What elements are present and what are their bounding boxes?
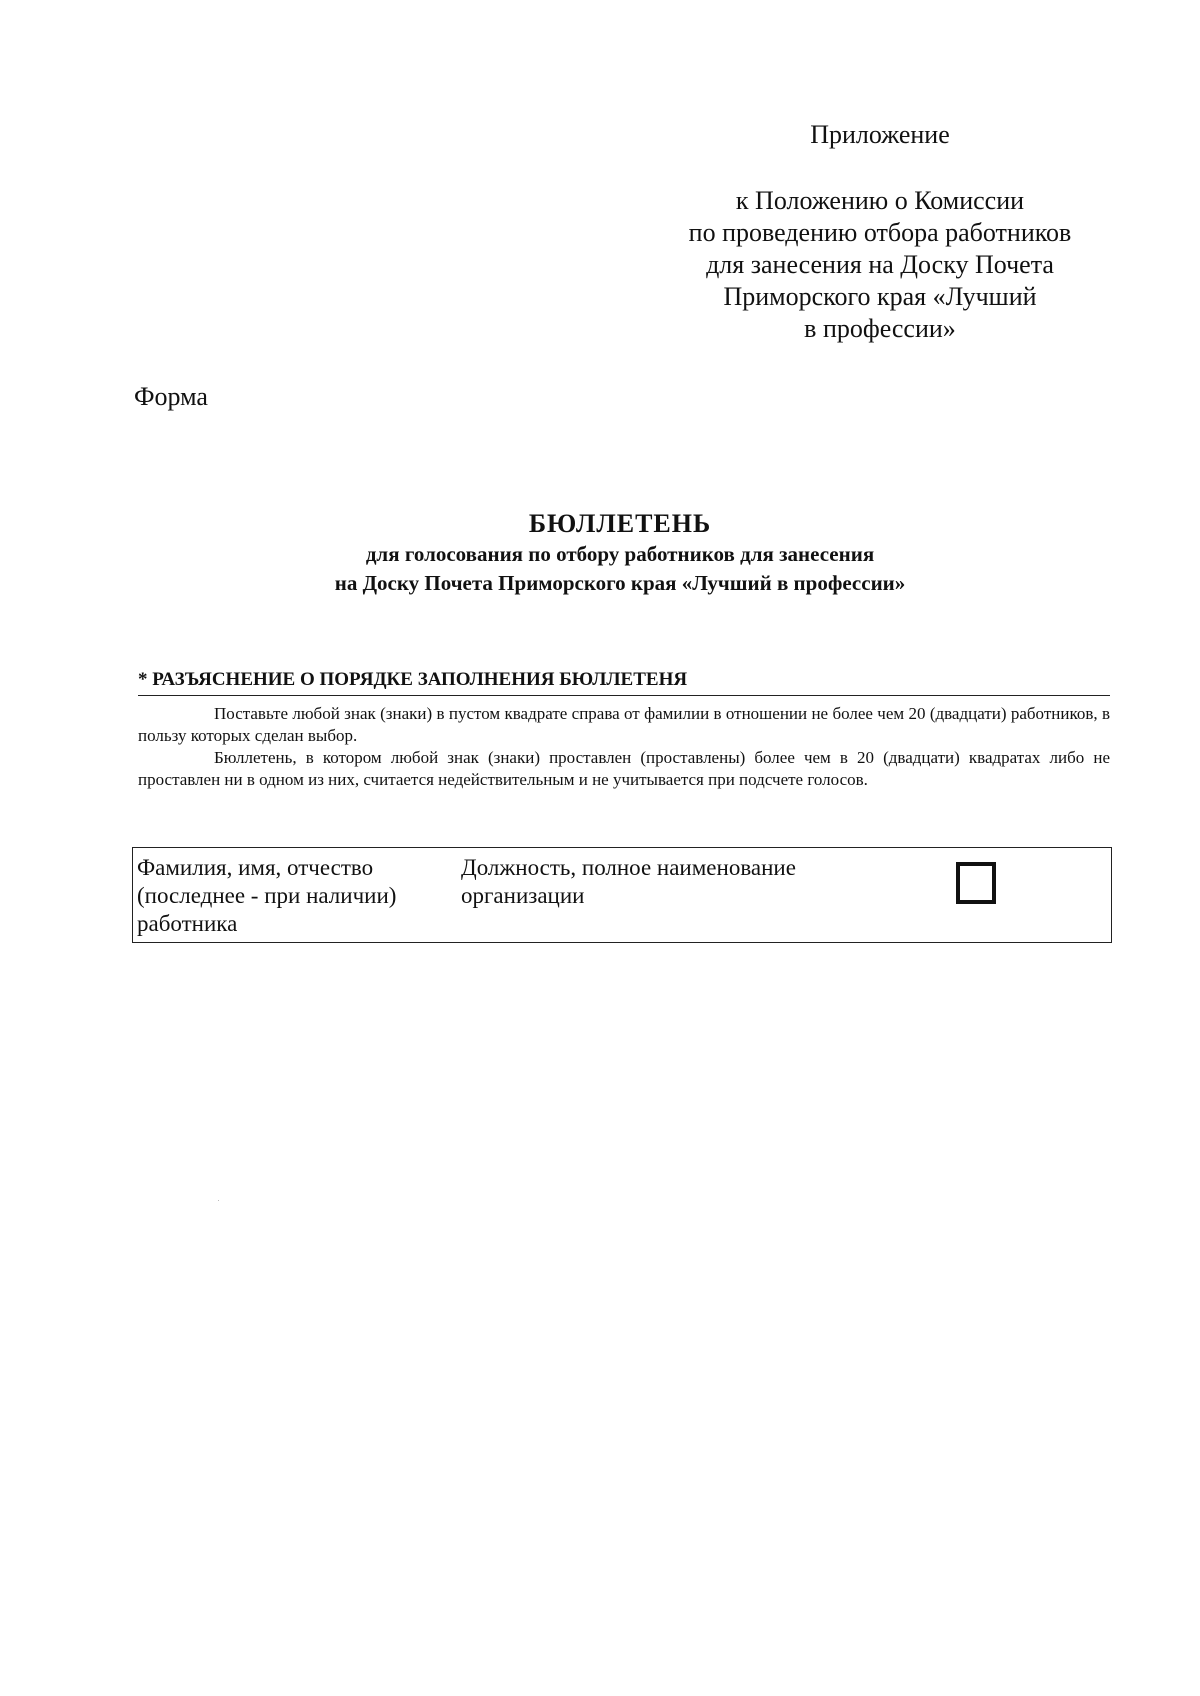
appendix-ref-line: для занесения на Доску Почета bbox=[706, 250, 1054, 279]
explanation-paragraph: Поставьте любой знак (знаки) в пустом квадрате справа от фамилии в отношении не более чем 20 (двадцати) работников, в пользу которых сделан выбор. bbox=[138, 704, 1110, 745]
position-column-line: Должность, полное наименование bbox=[461, 855, 796, 880]
name-column-line: работника bbox=[137, 911, 238, 936]
ballot-subtitle bbox=[0, 540, 1200, 598]
explanation-paragraph: Бюллетень, в котором любой знак (знаки) проставлен (проставлены) более чем в 20 (двадцати) квадратах либо не проставлен ни в одном из них, считается недействительным и не учитывается при подсчете голосов. bbox=[138, 748, 1110, 789]
form-label: Форма bbox=[134, 382, 208, 411]
appendix-ref-line: Приморского края «Лучший bbox=[723, 282, 1037, 311]
name-column-header bbox=[137, 854, 427, 938]
appendix-reference bbox=[640, 185, 1120, 345]
name-column-line: Фамилия, имя, отчество bbox=[137, 855, 374, 880]
appendix-ref-line: по проведению отбора работников bbox=[688, 218, 1072, 247]
scan-artifact bbox=[218, 1200, 219, 1201]
appendix-ref-line: к Положению о Комиссии bbox=[735, 186, 1025, 215]
ballot-subtitle-line: для голосования по отбору работников для занесения bbox=[365, 542, 875, 566]
explanation-heading: * РАЗЪЯСНЕНИЕ О ПОРЯДКЕ ЗАПОЛНЕНИЯ БЮЛЛЕТЕНЯ bbox=[138, 667, 1110, 696]
ballot-title: БЮЛЛЕТЕНЬ bbox=[528, 509, 712, 538]
appendix-ref-line: в профессии» bbox=[804, 314, 956, 343]
position-column-header bbox=[461, 854, 881, 910]
ballot-subtitle-line: на Доску Почета Приморского края «Лучший в профессии» bbox=[334, 571, 906, 595]
appendix-title: Приложение bbox=[810, 120, 950, 149]
vote-checkbox[interactable] bbox=[956, 862, 996, 904]
name-column-line: (последнее - при наличии) bbox=[137, 883, 397, 908]
position-column-line: организации bbox=[461, 883, 585, 908]
explanation-body bbox=[138, 703, 1110, 791]
ballot-table bbox=[132, 847, 1112, 943]
